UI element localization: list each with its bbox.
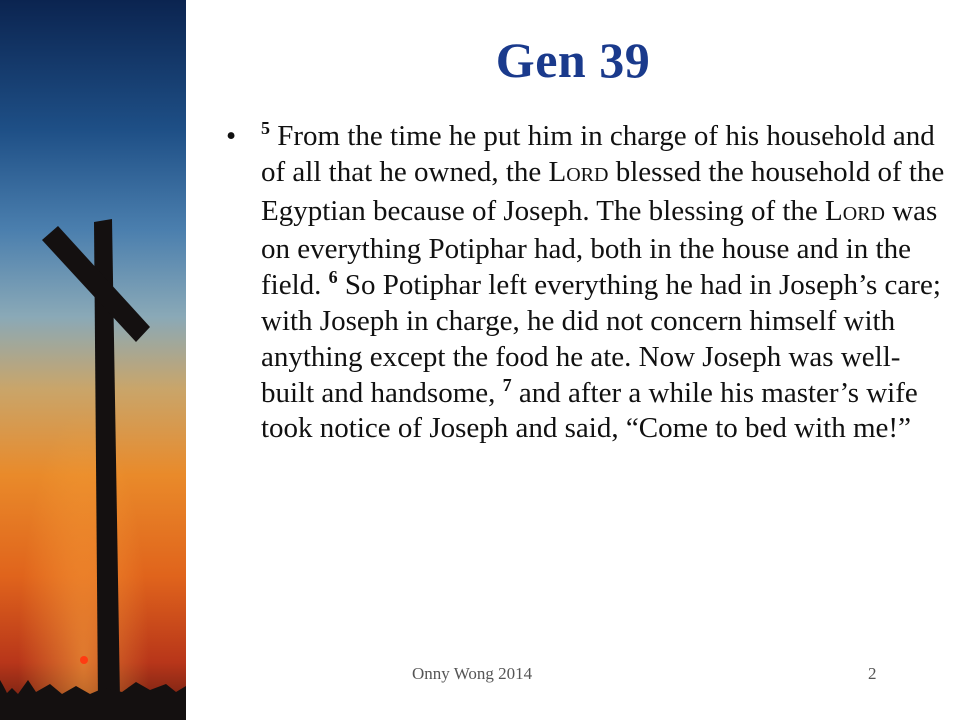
sun-icon bbox=[80, 656, 88, 664]
verse-number-6: 6 bbox=[328, 267, 338, 288]
bullet-item bbox=[226, 119, 946, 447]
scripture-passage bbox=[226, 119, 946, 447]
footer-author: Onny Wong 2014 bbox=[412, 664, 533, 683]
slide-title: Gen 39 bbox=[495, 32, 651, 88]
verse-5-text-b: blessed the household of the Egyptian because of Joseph. The blessing of the bbox=[261, 155, 945, 227]
verse-7-text: and after a while his master’s wife took notice of Joseph and said, “Come to bed with me!” bbox=[261, 376, 918, 445]
verse-6-text: So Potiphar left everything he had in Joseph’s care; with Joseph in charge, he did not concern himself with anything except the food he ate. Now Joseph was well-built and handsome, bbox=[261, 269, 941, 409]
verse-number-5: 5 bbox=[261, 118, 270, 138]
lord-smallcaps-1: ORD bbox=[566, 163, 609, 186]
bullet-icon: • bbox=[226, 120, 237, 152]
lord-cap-1: L bbox=[548, 155, 567, 188]
cross-silhouette-illustration bbox=[0, 0, 186, 720]
lord-smallcaps-2: ORD bbox=[842, 202, 885, 225]
page-number: 2 bbox=[868, 664, 877, 683]
verse-5-text-c: was on everything Potiphar had, both in the house and in the field. bbox=[261, 194, 938, 302]
sunset-cross-image bbox=[0, 0, 186, 720]
verse-number-7: 7 bbox=[502, 374, 512, 395]
lord-cap-2: L bbox=[825, 194, 843, 227]
verse-5-text-a: From the time he put him in charge of his household and of all that he owned, the bbox=[261, 120, 935, 188]
